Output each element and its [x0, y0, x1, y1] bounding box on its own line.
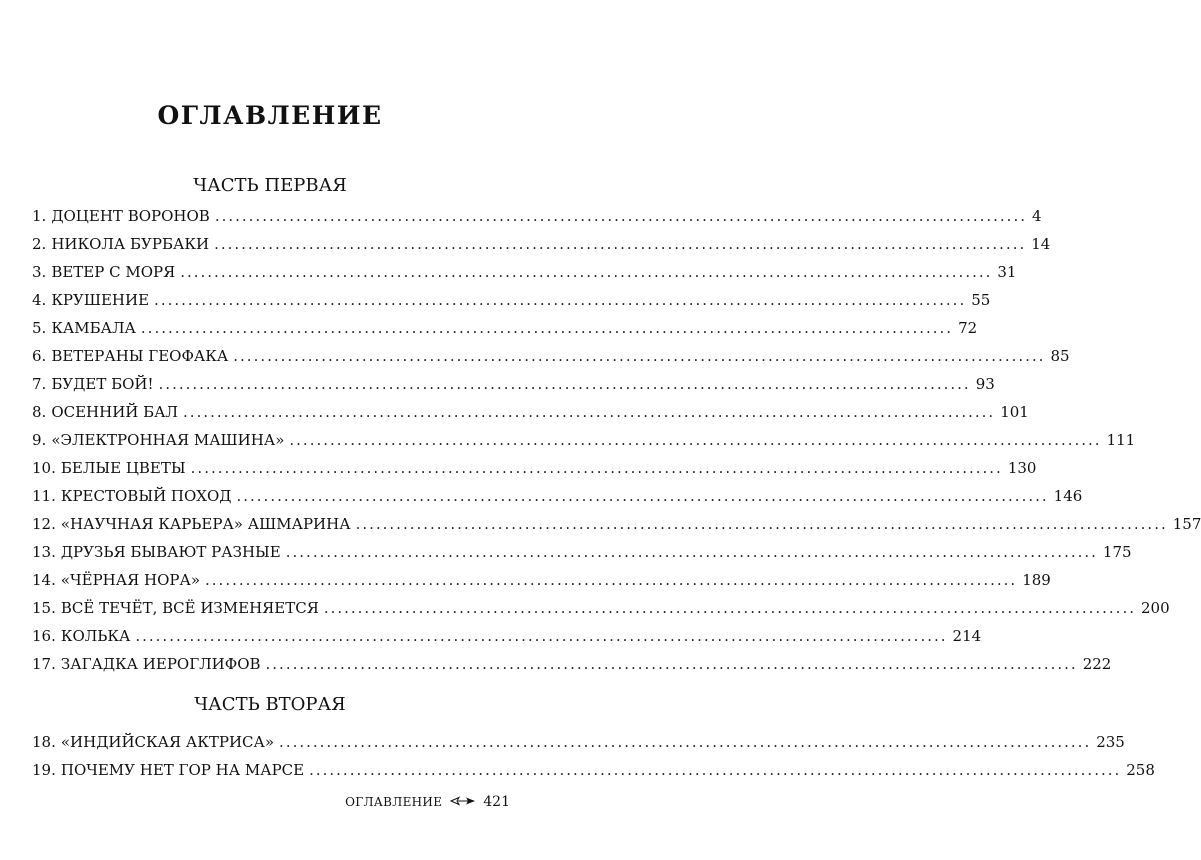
toc-entry-page: 31 — [997, 263, 1017, 281]
toc-entry — [32, 370, 995, 398]
toc-entry — [32, 426, 1136, 454]
toc-entry-page: 214 — [952, 627, 982, 645]
toc-entry-page: 146 — [1053, 487, 1083, 505]
toc-entry-page: 93 — [975, 375, 995, 393]
toc-entry-title: «ЭЛЕКТРОННАЯ МАШИНА» — [51, 431, 285, 449]
toc-entry-number: 12. — [32, 515, 56, 533]
toc-entry-title: ВЕТЕРАНЫ ГЕОФАКА — [51, 347, 229, 365]
toc-entry-number: 8. — [32, 403, 47, 421]
toc-entry — [32, 286, 991, 314]
toc-entry-number: 4. — [32, 291, 47, 309]
toc-entry — [32, 314, 978, 342]
toc-entry-title: «НАУЧНАЯ КАРЬЕРА» АШМАРИНА — [60, 515, 351, 533]
toc-entry-number: 6. — [32, 347, 47, 365]
toc-entry-number: 10. — [32, 459, 56, 477]
toc-entry-page: 101 — [1000, 403, 1029, 421]
toc-entry-page: 130 — [1007, 459, 1037, 477]
toc-entry-title: ДОЦЕНТ ВОРОНОВ — [51, 207, 210, 225]
toc-entry-page: 14 — [1031, 235, 1051, 253]
dot-leader: ........................................................................................................................ — [214, 207, 1027, 225]
toc-entry — [32, 398, 1029, 426]
left-right-arrow-ornament-icon — [450, 793, 476, 811]
toc-entry — [32, 202, 1042, 230]
part-title-2: ЧАСТЬ ВТОРАЯ — [194, 694, 346, 715]
toc-entry — [32, 566, 1051, 594]
toc-entry-page: 157 — [1172, 515, 1201, 533]
dot-leader: ........................................................................................................................ — [355, 515, 1168, 533]
dot-leader: ........................................................................................................................ — [309, 761, 1122, 779]
toc-entry-title: КРЕСТОВЫЙ ПОХОД — [60, 487, 232, 505]
toc-entry-number: 5. — [32, 319, 47, 337]
toc-entry — [32, 482, 1083, 510]
toc-entry-number: 7. — [32, 375, 47, 393]
toc-entry-page: 222 — [1082, 655, 1112, 673]
toc-entry-number: 9. — [32, 431, 47, 449]
toc-entry-number: 19. — [32, 761, 56, 779]
toc-entry-number: 15. — [32, 599, 56, 617]
toc-list-part-1 — [32, 202, 1201, 678]
dot-leader: ........................................................................................................................ — [140, 319, 954, 337]
toc-entry-number: 16. — [32, 627, 56, 645]
toc-entry-page: 235 — [1096, 733, 1125, 751]
toc-entry-number: 13. — [32, 543, 56, 561]
toc-entry-title: «ЧЁРНАЯ НОРА» — [60, 571, 201, 589]
toc-entry — [32, 454, 1037, 482]
toc-entry-page: 4 — [1031, 207, 1042, 225]
dot-leader: ........................................................................................................................ — [190, 459, 1003, 477]
dot-leader: ........................................................................................................................ — [265, 655, 1078, 673]
toc-entry-title: ВЕТЕР С МОРЯ — [51, 263, 176, 281]
toc-entry — [32, 510, 1201, 538]
toc-entry-page: 175 — [1102, 543, 1132, 561]
toc-entry-title: ПОЧЕМУ НЕТ ГОР НА МАРСЕ — [60, 761, 305, 779]
toc-entry-title: КАМБАЛА — [51, 319, 136, 337]
toc-entry-page: 258 — [1126, 761, 1155, 779]
toc-entry-page: 85 — [1050, 347, 1070, 365]
toc-entry-page: 111 — [1106, 431, 1136, 449]
page-title: ОГЛАВЛЕНИЕ — [157, 101, 383, 130]
toc-entry-title: ВСЁ ТЕЧЁТ, ВСЁ ИЗМЕНЯЕТСЯ — [60, 599, 319, 617]
toc-entry — [32, 230, 1051, 258]
toc-entry-number: 11. — [32, 487, 56, 505]
toc-entry — [32, 622, 982, 650]
running-header: ОГЛАВЛЕНИЕ — [345, 795, 443, 809]
toc-entry-page: 189 — [1022, 571, 1051, 589]
toc-entry-page: 72 — [958, 319, 978, 337]
toc-entry-title: «ИНДИЙСКАЯ АКТРИСА» — [60, 733, 275, 751]
toc-entry — [32, 594, 1170, 622]
toc-entry-number: 14. — [32, 571, 56, 589]
toc-entry-title: БУДЕТ БОЙ! — [51, 375, 154, 393]
dot-leader: ........................................................................................................................ — [323, 599, 1136, 617]
toc-entry-number: 3. — [32, 263, 47, 281]
page-number: 421 — [483, 794, 510, 810]
toc-list-part-2 — [32, 728, 1155, 784]
toc-entry-title: ЗАГАДКА ИЕРОГЛИФОВ — [60, 655, 261, 673]
toc-entry-title: КРУШЕНИЕ — [51, 291, 150, 309]
toc-entry-number: 18. — [32, 733, 56, 751]
toc-entry — [32, 650, 1112, 678]
toc-entry-title: БЕЛЫЕ ЦВЕТЫ — [60, 459, 186, 477]
toc-entry — [32, 756, 1155, 784]
toc-entry-number: 17. — [32, 655, 56, 673]
dot-leader: ........................................................................................................................ — [180, 263, 993, 281]
toc-entry — [32, 538, 1132, 566]
toc-entry-title: ДРУЗЬЯ БЫВАЮТ РАЗНЫЕ — [60, 543, 281, 561]
dot-leader: ........................................................................................................................ — [233, 347, 1046, 365]
toc-entry-title: НИКОЛА БУРБАКИ — [51, 235, 210, 253]
dot-leader: ........................................................................................................................ — [214, 235, 1027, 253]
toc-entry-page: 55 — [971, 291, 991, 309]
dot-leader: ........................................................................................................................ — [135, 627, 948, 645]
toc-entry-page: 200 — [1140, 599, 1170, 617]
dot-leader: ........................................................................................................................ — [279, 733, 1092, 751]
toc-entry — [32, 258, 1017, 286]
dot-leader: ........................................................................................................................ — [205, 571, 1018, 589]
toc-entry-number: 1. — [32, 207, 47, 225]
toc-entry-title: КОЛЬКА — [60, 627, 131, 645]
dot-leader: ........................................................................................................................ — [154, 291, 967, 309]
dot-leader: ........................................................................................................................ — [183, 403, 996, 421]
toc-entry — [32, 728, 1125, 756]
toc-entry-title: ОСЕННИЙ БАЛ — [51, 403, 179, 421]
part-title-1: ЧАСТЬ ПЕРВАЯ — [193, 175, 347, 196]
toc-entry-number: 2. — [32, 235, 47, 253]
dot-leader: ........................................................................................................................ — [236, 487, 1049, 505]
toc-entry — [32, 342, 1070, 370]
dot-leader: ........................................................................................................................ — [158, 375, 971, 393]
dot-leader: ........................................................................................................................ — [285, 543, 1098, 561]
dot-leader: ........................................................................................................................ — [289, 431, 1102, 449]
page-footer — [345, 793, 510, 811]
